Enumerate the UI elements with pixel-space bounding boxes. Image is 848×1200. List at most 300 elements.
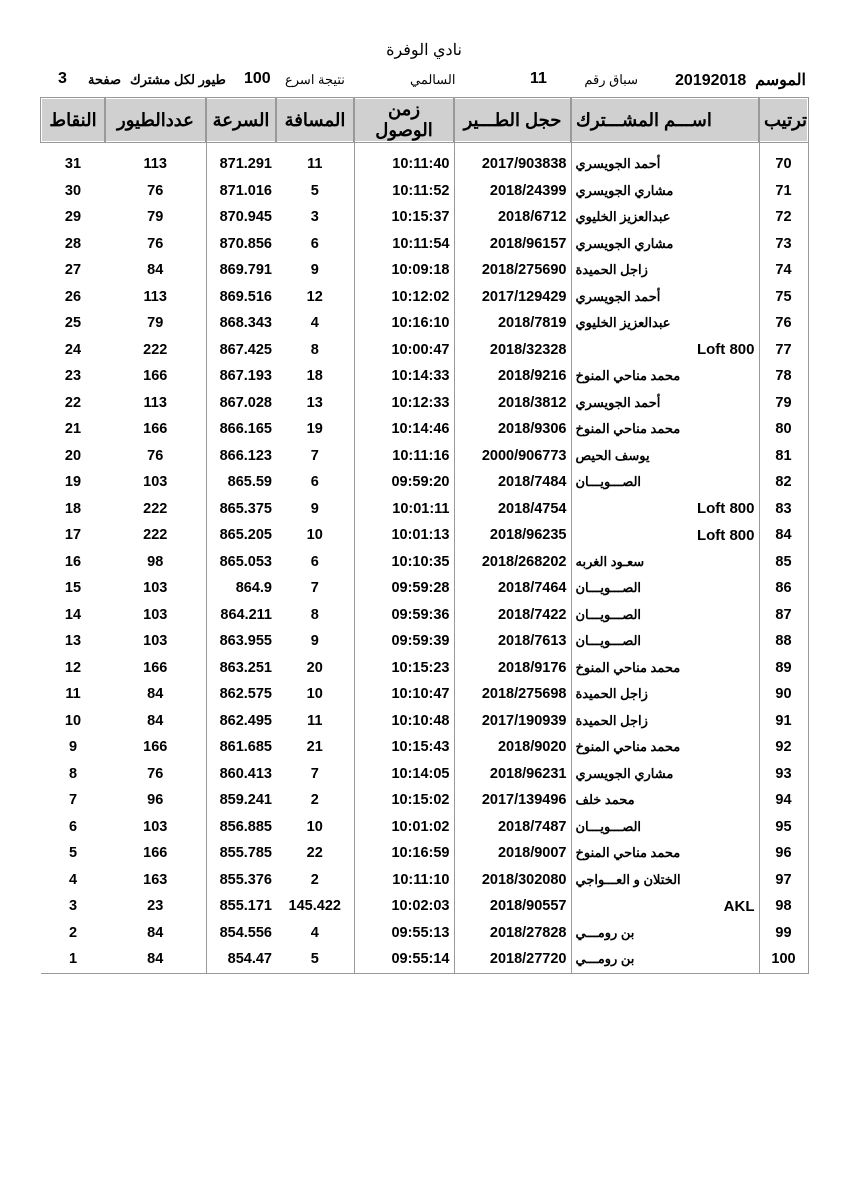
cell-rank: 80 [759, 416, 808, 443]
table-row [41, 443, 808, 470]
cell-ring: 2018/268202 [454, 549, 571, 576]
table-row [41, 708, 808, 735]
cell-points: 12 [64, 659, 82, 676]
cell-rank: 77 [759, 337, 808, 364]
cell-arrival-time: 10:11:10 [354, 867, 454, 894]
cell-speed: 862.495 [206, 708, 276, 735]
cell-ring: 2018/90557 [454, 893, 571, 920]
cell-ring: 2018/9007 [454, 840, 571, 867]
cell-distance: 20 [306, 659, 323, 676]
cell-distance: 22 [306, 845, 323, 862]
race-number: 11 [530, 70, 547, 87]
cell-speed: 862.575 [206, 681, 276, 708]
cell-speed: 859.241 [206, 787, 276, 814]
cell-speed: 855.785 [206, 840, 276, 867]
cell-birds: 76 [147, 447, 164, 464]
cell-member: الصـــويـــان [571, 814, 759, 841]
cell-arrival-time: 10:12:33 [354, 390, 454, 417]
cell-member: مشاري الجويسري [571, 761, 759, 788]
cell-rank: 89 [759, 655, 808, 682]
table-row [41, 867, 808, 894]
col-points: النقاط [41, 98, 105, 142]
cell-member: الصـــويـــان [571, 469, 759, 496]
fastest-count: 100 [244, 70, 271, 87]
cell-ring: 2018/27720 [454, 946, 571, 973]
cell-arrival-time: 10:01:13 [354, 522, 454, 549]
cell-birds: 166 [143, 739, 168, 756]
cell-member: الصـــويـــان [571, 575, 759, 602]
cell-rank: 88 [759, 628, 808, 655]
cell-rank: 99 [759, 920, 808, 947]
cell-arrival-time: 10:12:02 [354, 284, 454, 311]
cell-speed: 856.885 [206, 814, 276, 841]
cell-member: Loft 800 [571, 337, 759, 364]
table-row [41, 734, 808, 761]
cell-ring: 2000/906773 [454, 443, 571, 470]
cell-birds: 103 [143, 474, 168, 491]
cell-ring: 2018/7484 [454, 469, 571, 496]
cell-points: 26 [64, 288, 82, 305]
season-value: 20192018 [675, 72, 747, 89]
cell-distance: 21 [306, 739, 323, 756]
cell-birds: 76 [147, 765, 164, 782]
cell-birds: 113 [143, 156, 167, 173]
cell-member: أحمد الجويسري [571, 142, 759, 178]
cell-birds: 166 [143, 368, 168, 385]
table-row [41, 337, 808, 364]
cell-member: الختلان و العـــواجي [571, 867, 759, 894]
cell-ring: 2018/9176 [454, 655, 571, 682]
cell-speed: 854.47 [206, 946, 276, 973]
table-row [41, 257, 808, 284]
col-rank: ترتيب [759, 98, 808, 142]
cell-arrival-time: 10:11:16 [354, 443, 454, 470]
cell-member: أحمد الجويسري [571, 284, 759, 311]
results-table [40, 97, 809, 974]
cell-arrival-time: 09:59:36 [354, 602, 454, 629]
cell-rank: 82 [759, 469, 808, 496]
cell-speed: 863.955 [206, 628, 276, 655]
season-info [675, 70, 806, 90]
cell-birds: 98 [147, 553, 164, 570]
cell-rank: 95 [759, 814, 808, 841]
cell-ring: 2018/7422 [454, 602, 571, 629]
cell-birds: 222 [143, 341, 168, 358]
cell-points: 13 [64, 633, 82, 650]
cell-ring: 2018/96157 [454, 231, 571, 258]
season-label: الموسم [755, 72, 806, 89]
cell-birds: 113 [143, 394, 167, 411]
cell-points: 9 [68, 739, 78, 756]
cell-birds: 113 [143, 288, 167, 305]
cell-distance: 10 [306, 818, 323, 835]
cell-birds: 79 [147, 209, 164, 226]
cell-points: 27 [64, 262, 82, 279]
cell-birds: 166 [143, 421, 168, 438]
cell-rank: 84 [759, 522, 808, 549]
cell-member: زاجل الحميدة [571, 708, 759, 735]
cell-ring: 2018/96235 [454, 522, 571, 549]
cell-ring: 2017/190939 [454, 708, 571, 735]
cell-member: Loft 800 [571, 496, 759, 523]
cell-ring: 2018/7819 [454, 310, 571, 337]
table-row [41, 681, 808, 708]
cell-speed: 855.376 [206, 867, 276, 894]
cell-ring: 2018/7487 [454, 814, 571, 841]
cell-arrival-time: 10:15:23 [354, 655, 454, 682]
table-row [41, 142, 808, 178]
page-label: صفحة [88, 72, 121, 87]
cell-arrival-time: 10:10:47 [354, 681, 454, 708]
table-row [41, 469, 808, 496]
cell-birds: 103 [143, 580, 168, 597]
cell-distance: 6 [310, 235, 319, 252]
cell-birds: 84 [147, 712, 164, 729]
cell-birds: 76 [147, 182, 164, 199]
table-row [41, 575, 808, 602]
cell-distance: 145.422 [288, 898, 341, 915]
location: السالمي [410, 72, 456, 87]
table-row [41, 363, 808, 390]
cell-speed: 863.251 [206, 655, 276, 682]
cell-distance: 18 [306, 368, 323, 385]
cell-points: 29 [64, 209, 82, 226]
cell-rank: 93 [759, 761, 808, 788]
cell-rank: 70 [759, 142, 808, 178]
table-row [41, 787, 808, 814]
cell-distance: 9 [310, 262, 319, 279]
cell-birds: 84 [147, 924, 164, 941]
cell-ring: 2018/9216 [454, 363, 571, 390]
table-row [41, 920, 808, 947]
cell-points: 19 [64, 474, 82, 491]
cell-member: محمد مناحي المنوخ [571, 655, 759, 682]
cell-member: الصـــويـــان [571, 602, 759, 629]
cell-member: زاجل الحميدة [571, 257, 759, 284]
cell-member: مشاري الجويسري [571, 231, 759, 258]
cell-points: 28 [64, 235, 82, 252]
cell-birds: 84 [105, 946, 206, 973]
cell-arrival-time: 10:10:48 [354, 708, 454, 735]
cell-speed: 864.9 [206, 575, 276, 602]
cell-points: 16 [64, 553, 82, 570]
cell-arrival-time: 10:11:54 [354, 231, 454, 258]
cell-speed: 864.211 [206, 602, 276, 629]
cell-distance: 4 [310, 315, 319, 332]
cell-arrival-time: 10:15:43 [354, 734, 454, 761]
fastest-label: نتيجة اسرع [285, 72, 345, 87]
cell-distance: 10 [306, 686, 323, 703]
cell-arrival-time: 10:15:02 [354, 787, 454, 814]
cell-member: محمد خلف [571, 787, 759, 814]
table-row [41, 840, 808, 867]
cell-ring: 2018/9020 [454, 734, 571, 761]
cell-points: 7 [68, 792, 78, 809]
cell-ring: 2017/129429 [454, 284, 571, 311]
table-row [41, 390, 808, 417]
cell-points: 8 [68, 765, 78, 782]
cell-member: مشاري الجويسري [571, 178, 759, 205]
cell-speed: 861.685 [206, 734, 276, 761]
cell-arrival-time: 10:16:59 [354, 840, 454, 867]
cell-points: 6 [68, 818, 78, 835]
table-row [41, 602, 808, 629]
cell-distance: 3 [310, 209, 319, 226]
cell-points: 15 [64, 580, 82, 597]
cell-rank: 97 [759, 867, 808, 894]
cell-arrival-time: 09:55:14 [354, 946, 454, 973]
cell-rank: 85 [759, 549, 808, 576]
cell-distance: 7 [310, 447, 319, 464]
cell-distance: 2 [310, 871, 319, 888]
cell-member: Loft 800 [571, 522, 759, 549]
cell-points: 10 [64, 712, 82, 729]
cell-distance: 8 [310, 606, 319, 623]
cell-distance: 6 [310, 474, 319, 491]
table-row [41, 284, 808, 311]
cell-distance: 11 [307, 712, 323, 729]
cell-rank: 72 [759, 204, 808, 231]
cell-distance: 9 [310, 500, 319, 517]
cell-speed: 867.425 [206, 337, 276, 364]
cell-arrival-time: 09:55:13 [354, 920, 454, 947]
cell-birds: 222 [143, 500, 168, 517]
cell-speed: 870.856 [206, 231, 276, 258]
col-speed: السرعة [206, 98, 276, 142]
cell-member: بن رومـــي [571, 920, 759, 947]
cell-rank: 90 [759, 681, 808, 708]
cell-speed: 871.016 [206, 178, 276, 205]
cell-distance: 9 [310, 633, 319, 650]
cell-ring: 2018/27828 [454, 920, 571, 947]
club-title: نادي الوفرة [386, 42, 462, 59]
cell-arrival-time: 10:14:05 [354, 761, 454, 788]
cell-arrival-time: 10:01:02 [354, 814, 454, 841]
cell-arrival-time: 10:01:11 [354, 496, 454, 523]
cell-distance: 13 [306, 394, 323, 411]
cell-distance: 6 [310, 553, 319, 570]
cell-points: 11 [65, 686, 81, 703]
cell-points: 20 [64, 447, 82, 464]
cell-member: عبدالعزيز الخليوي [571, 310, 759, 337]
cell-points: 31 [64, 156, 82, 173]
cell-rank: 96 [759, 840, 808, 867]
cell-ring: 2018/9306 [454, 416, 571, 443]
cell-member: سعـود الغربه [571, 549, 759, 576]
cell-distance: 10 [306, 527, 323, 544]
cell-member: يوسف الحيص [571, 443, 759, 470]
cell-points: 5 [68, 845, 78, 862]
cell-distance: 5 [276, 946, 354, 973]
cell-member: AKL [571, 893, 759, 920]
cell-points: 18 [64, 500, 82, 517]
cell-distance: 5 [310, 182, 319, 199]
cell-distance: 2 [310, 792, 319, 809]
table-row [41, 416, 808, 443]
cell-points: 4 [68, 871, 78, 888]
cell-arrival-time: 10:11:52 [354, 178, 454, 205]
cell-arrival-time: 09:59:28 [354, 575, 454, 602]
cell-arrival-time: 10:09:18 [354, 257, 454, 284]
cell-speed: 871.291 [206, 142, 276, 178]
cell-rank: 81 [759, 443, 808, 470]
cell-speed: 866.165 [206, 416, 276, 443]
table-row [41, 522, 808, 549]
table-row [41, 549, 808, 576]
cell-birds: 23 [147, 898, 164, 915]
table-row [41, 761, 808, 788]
cell-birds: 103 [143, 606, 168, 623]
cell-birds: 84 [147, 262, 164, 279]
race-label: سباق رقم [584, 72, 638, 87]
cell-member: بن رومـــي [571, 946, 759, 973]
cell-speed: 865.59 [206, 469, 276, 496]
cell-rank: 94 [759, 787, 808, 814]
table-row [41, 231, 808, 258]
cell-points: 24 [64, 341, 82, 358]
cell-birds: 166 [143, 845, 168, 862]
cell-birds: 222 [143, 527, 168, 544]
cell-points: 3 [68, 898, 78, 915]
cell-rank: 91 [759, 708, 808, 735]
cell-birds: 84 [147, 686, 164, 703]
cell-speed: 865.205 [206, 522, 276, 549]
cell-speed: 865.053 [206, 549, 276, 576]
cell-speed: 854.556 [206, 920, 276, 947]
cell-ring: 2018/3812 [454, 390, 571, 417]
cell-member: محمد مناحي المنوخ [571, 840, 759, 867]
cell-ring: 2018/96231 [454, 761, 571, 788]
header-row [41, 98, 808, 142]
cell-speed: 868.343 [206, 310, 276, 337]
cell-birds: 166 [143, 659, 168, 676]
cell-rank: 92 [759, 734, 808, 761]
cell-distance: 12 [306, 288, 323, 305]
cell-points: 2 [68, 924, 78, 941]
cell-ring: 2018/275690 [454, 257, 571, 284]
cell-points: 1 [41, 946, 105, 973]
cell-speed: 866.123 [206, 443, 276, 470]
cell-birds: 103 [143, 633, 168, 650]
cell-rank: 83 [759, 496, 808, 523]
cell-speed: 865.375 [206, 496, 276, 523]
table-row [41, 655, 808, 682]
cell-speed: 870.945 [206, 204, 276, 231]
cell-arrival-time: 10:02:03 [354, 893, 454, 920]
cell-ring: 2017/903838 [454, 142, 571, 178]
cell-speed: 855.171 [206, 893, 276, 920]
cell-arrival-time: 10:14:33 [354, 363, 454, 390]
cell-points: 30 [64, 182, 82, 199]
cell-ring: 2018/6712 [454, 204, 571, 231]
cell-arrival-time: 10:16:10 [354, 310, 454, 337]
table-row [41, 946, 808, 973]
cell-ring: 2018/302080 [454, 867, 571, 894]
table-row [41, 496, 808, 523]
cell-points: 21 [64, 421, 82, 438]
cell-arrival-time: 10:11:40 [354, 142, 454, 178]
cell-rank: 76 [759, 310, 808, 337]
cell-birds: 79 [147, 315, 164, 332]
cell-speed: 869.791 [206, 257, 276, 284]
cell-member: محمد مناحي المنوخ [571, 734, 759, 761]
cell-member: أحمد الجويسري [571, 390, 759, 417]
table-row [41, 204, 808, 231]
cell-arrival-time: 09:59:39 [354, 628, 454, 655]
cell-points: 14 [64, 606, 82, 623]
cell-rank: 100 [759, 946, 808, 973]
cell-speed: 867.028 [206, 390, 276, 417]
cell-ring: 2018/7464 [454, 575, 571, 602]
cell-arrival-time: 10:00:47 [354, 337, 454, 364]
cell-rank: 71 [759, 178, 808, 205]
page-number: 3 [58, 70, 67, 87]
cell-arrival-time: 10:14:46 [354, 416, 454, 443]
cell-member: الصـــويـــان [571, 628, 759, 655]
cell-rank: 75 [759, 284, 808, 311]
cell-ring: 2018/7613 [454, 628, 571, 655]
col-member: اســـم المشـــترك [571, 98, 759, 142]
cell-rank: 78 [759, 363, 808, 390]
cell-points: 17 [64, 527, 82, 544]
cell-ring: 2018/275698 [454, 681, 571, 708]
cell-distance: 8 [310, 341, 319, 358]
cell-ring: 2018/4754 [454, 496, 571, 523]
col-arrival: زمن الوصول [354, 98, 454, 142]
cell-distance: 7 [310, 580, 319, 597]
cell-birds: 163 [143, 871, 168, 888]
cell-speed: 860.413 [206, 761, 276, 788]
cell-points: 25 [64, 315, 82, 332]
cell-member: محمد مناحي المنوخ [571, 416, 759, 443]
cell-points: 22 [64, 394, 82, 411]
col-distance: المسافة [276, 98, 354, 142]
cell-birds: 103 [143, 818, 168, 835]
cell-member: محمد مناحي المنوخ [571, 363, 759, 390]
cell-ring: 2017/139496 [454, 787, 571, 814]
cell-distance: 7 [310, 765, 319, 782]
cell-speed: 869.516 [206, 284, 276, 311]
cell-birds: 96 [147, 792, 164, 809]
cell-distance: 11 [307, 156, 323, 173]
per-member-label: طيور لكل مشترك [130, 72, 226, 87]
col-ring: حجل الطـــير [454, 98, 571, 142]
cell-ring: 2018/32328 [454, 337, 571, 364]
table-row [41, 814, 808, 841]
cell-points: 23 [64, 368, 82, 385]
table-row [41, 310, 808, 337]
cell-rank: 74 [759, 257, 808, 284]
cell-rank: 73 [759, 231, 808, 258]
cell-distance: 4 [310, 924, 319, 941]
cell-arrival-time: 10:10:35 [354, 549, 454, 576]
cell-birds: 76 [147, 235, 164, 252]
table-row [41, 893, 808, 920]
cell-distance: 19 [306, 421, 323, 438]
cell-speed: 867.193 [206, 363, 276, 390]
cell-arrival-time: 10:15:37 [354, 204, 454, 231]
table-row [41, 628, 808, 655]
col-birds: عددالطيور [105, 98, 206, 142]
cell-ring: 2018/24399 [454, 178, 571, 205]
table-row [41, 178, 808, 205]
cell-rank: 98 [759, 893, 808, 920]
cell-rank: 87 [759, 602, 808, 629]
cell-rank: 79 [759, 390, 808, 417]
cell-member: زاجل الحميدة [571, 681, 759, 708]
cell-member: عبدالعزيز الخليوي [571, 204, 759, 231]
cell-rank: 86 [759, 575, 808, 602]
